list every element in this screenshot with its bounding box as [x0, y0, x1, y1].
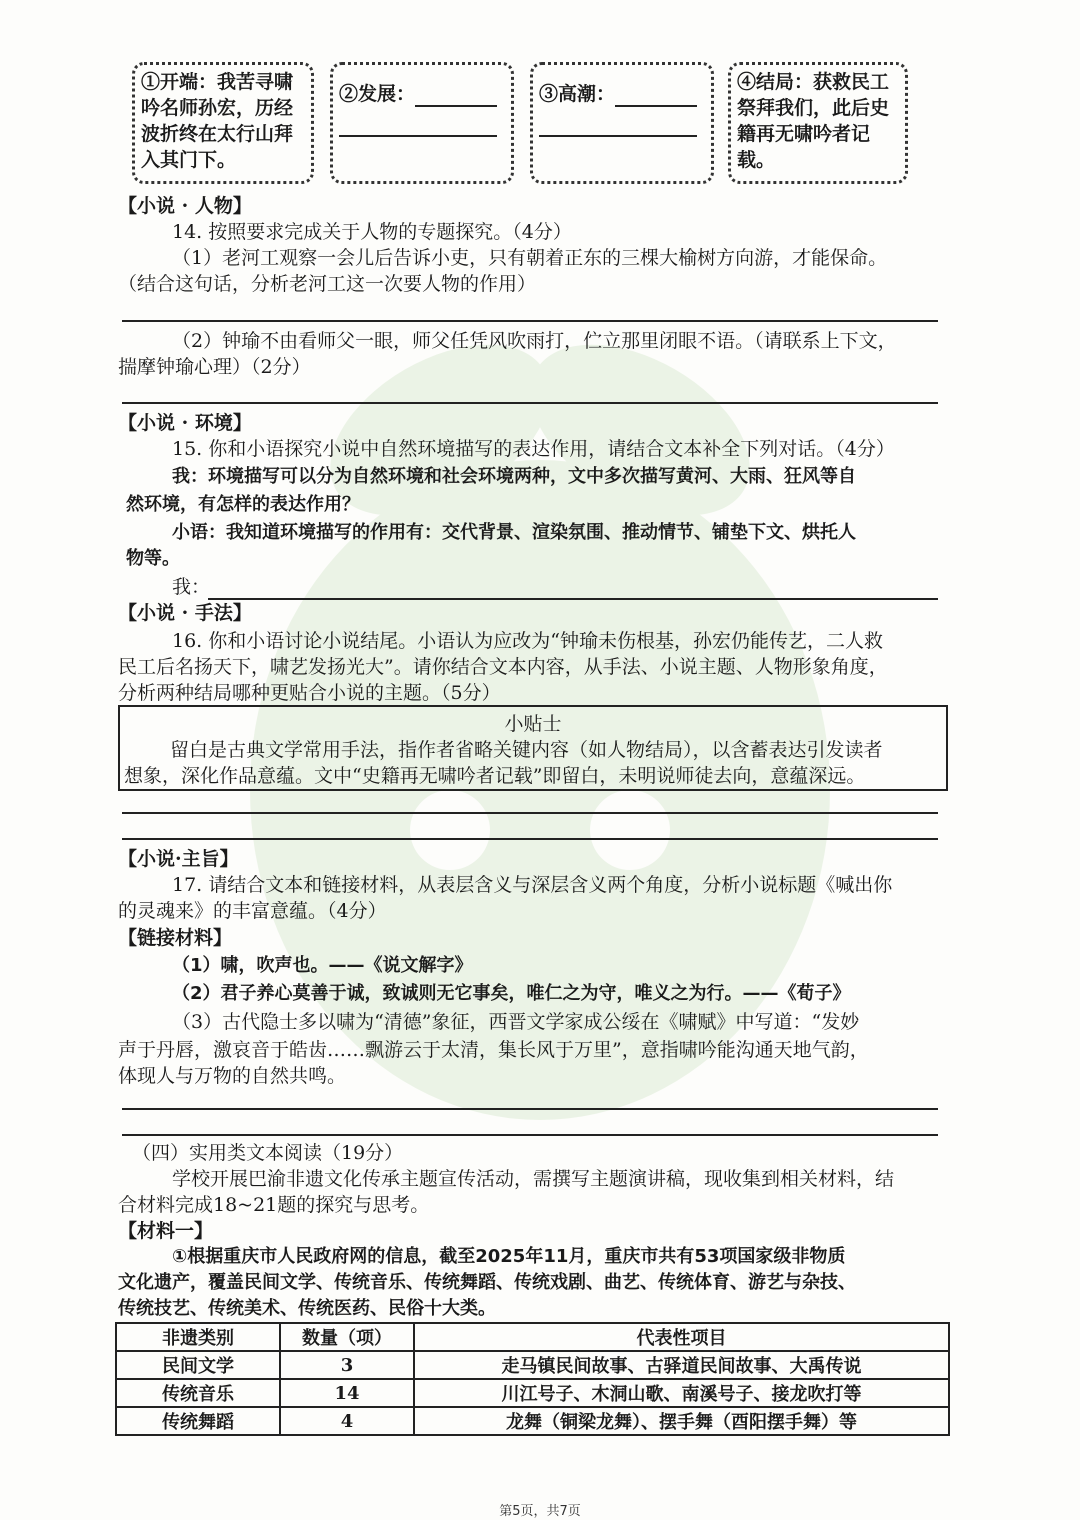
practical-intro-line1: 学校开展巴渝非遗文化传承主题宣传活动，需撰写主题演讲稿，现收集到相关材料，结: [172, 1168, 895, 1190]
plot-box-start-text: ①开端：我苦寻啸吟名师孙宏，历经波折终在太行山拜入其门下。: [141, 71, 294, 171]
answer-line-14-1[interactable]: [122, 320, 938, 322]
table-header-count: 数量（项）: [280, 1323, 414, 1351]
answer-line-16-1[interactable]: [122, 812, 938, 814]
table-header-representative: 代表性项目: [414, 1323, 949, 1351]
section-header-technique: 【小说 · 手法】: [118, 602, 252, 624]
question-16-line3: 分析两种结局哪种更贴合小说的主题。（5分）: [118, 682, 501, 704]
dialogue-xiaoyu-line1: 小语：我知道环境描写的作用有：交代背景、渲染氛围、推动情节、铺垫下文、烘托人: [172, 522, 856, 543]
question-14: 14. 按照要求完成关于人物的专题探究。（4分）: [172, 221, 572, 243]
page-number: 第5页，共7页: [499, 1504, 581, 1519]
tip-line1: 留白是古典文学常用手法，指作者省略关键内容（如人物结局），以含蓄表达引发读者: [170, 739, 883, 761]
table-cell: 川江号子、木洞山歌、南溪号子、接龙吹打等: [414, 1379, 949, 1407]
question-16-line2: 民工后名扬天下，啸艺发扬光大”。请你结合文本内容，从手法、小说主题、人物形象角度，: [118, 656, 888, 678]
question-16-line1: 16. 你和小语讨论小说结尾。小语认为应改为“钟瑜未伤根基，孙宏仍能传艺，二人救: [172, 630, 883, 652]
table-cell: 传统音乐: [116, 1379, 280, 1407]
practical-intro-line2: 合材料完成18~21题的探究与思考。: [118, 1194, 430, 1216]
link-material-1: （1）啸，吹声也。——《说文解字》: [172, 955, 473, 976]
development-blank-line2[interactable]: [339, 113, 497, 137]
table-row: [116, 1379, 949, 1407]
material-1-line2: 文化遗产，覆盖民间文学、传统音乐、传统舞蹈、传统戏剧、曲艺、传统体育、游艺与杂技、: [118, 1272, 856, 1293]
material-1-line1: ①根据重庆市人民政府网的信息，截至2025年11月，重庆市共有53项国家级非物质: [172, 1246, 846, 1267]
section-header-person: 【小说 · 人物】: [118, 195, 252, 217]
table-header-category: 非遗类别: [116, 1323, 280, 1351]
heritage-table: [115, 1322, 950, 1436]
tip-line2: 想象，深化作品意蕴。文中“史籍再无啸吟者记载”即留白，未明说师徒去向，意蕴深远。: [124, 765, 866, 787]
section-header-environment: 【小说 · 环境】: [118, 412, 252, 434]
table-cell: 走马镇民间故事、古驿道民间故事、大禹传说: [414, 1351, 949, 1379]
link-material-3-line1: （3）古代隐士多以啸为“清德”象征，西晋文学家成公绥在《啸赋》中写道：“发妙: [172, 1011, 860, 1033]
question-15: 15. 你和小语探究小说中自然环境描写的表达作用，请结合文本补全下列对话。（4分）: [172, 438, 895, 460]
development-blank[interactable]: [415, 87, 497, 107]
plot-box-ending-text: ④结局：获救民工祭拜我们，此后史籍再无啸吟者记载。: [737, 71, 890, 171]
section-header-practical: （四）实用类文本阅读（19分）: [132, 1142, 404, 1164]
question-14-1-line2: （结合这句话，分析老河工这一次要人物的作用）: [118, 273, 537, 295]
tip-title: 小贴士: [504, 713, 562, 735]
link-material-header: 【链接材料】: [118, 927, 233, 949]
table-row: [116, 1407, 949, 1435]
plot-box-development: [330, 62, 514, 184]
material-1-line3: 传统技艺、传统美术、传统医药、民俗十大类。: [118, 1298, 496, 1319]
dialogue-me-2-label: 我：: [172, 576, 211, 598]
answer-line-17-1[interactable]: [122, 1108, 938, 1110]
answer-line-14-2[interactable]: [122, 402, 938, 404]
plot-box-development-label: ②发展：: [339, 83, 416, 105]
answer-line-16-2[interactable]: [122, 838, 938, 840]
dialogue-xiaoyu-line2: 物等。: [126, 548, 180, 569]
question-14-1-line1: （1）老河工观察一会儿后告诉小吏，只有朝着正东的三棵大榆树方向游，才能保命。: [172, 247, 888, 269]
question-17-line2: 的灵魂来》的丰富意蕴。（4分）: [118, 900, 387, 922]
climax-blank-line2[interactable]: [539, 113, 697, 137]
dialogue-me-1-line1: 我：环境描写可以分为自然环境和社会环境两种，文中多次描写黄河、大雨、狂风等自: [172, 466, 856, 487]
climax-blank[interactable]: [615, 87, 697, 107]
answer-line-17-2[interactable]: [122, 1134, 938, 1136]
plot-box-start: [132, 62, 314, 184]
plot-box-climax: [530, 62, 714, 184]
material-1-header: 【材料一】: [118, 1220, 214, 1242]
table-cell: 民间文学: [116, 1351, 280, 1379]
tip-box: [118, 705, 948, 791]
table-header-row: [116, 1323, 949, 1351]
link-material-3-line2: 声于丹唇，激哀音于皓齿……飘游云于太清，集长风于万里”，意指啸吟能沟通天地气韵，: [118, 1039, 869, 1061]
table-row: [116, 1351, 949, 1379]
table-cell: 龙舞（铜梁龙舞）、摆手舞（酉阳摆手舞）等: [414, 1407, 949, 1435]
link-material-2: （2）君子养心莫善于诚，致诚则无它事矣，唯仁之为守，唯义之为行。——《荀子》: [172, 983, 851, 1004]
table-cell: 3: [280, 1351, 414, 1379]
answer-line-15[interactable]: [208, 598, 938, 600]
dialogue-me-1-line2: 然环境，有怎样的表达作用？: [126, 494, 360, 515]
question-17-line1: 17. 请结合文本和链接材料，从表层含义与深层含义两个角度，分析小说标题《喊出你: [172, 874, 893, 896]
table-cell: 传统舞蹈: [116, 1407, 280, 1435]
section-header-theme: 【小说·主旨】: [118, 848, 239, 870]
link-material-3-line3: 体现人与万物的自然共鸣。: [118, 1065, 347, 1087]
plot-box-climax-label: ③高潮：: [539, 83, 616, 105]
plot-box-ending: [728, 62, 908, 184]
question-14-2-line1: （2）钟瑜不由看师父一眼，师父任凭风吹雨打，伫立那里闭眼不语。（请联系上下文，: [172, 330, 897, 352]
table-cell: 14: [280, 1379, 414, 1407]
question-14-2-line2: 揣摩钟瑜心理）（2分）: [118, 356, 311, 378]
table-cell: 4: [280, 1407, 414, 1435]
